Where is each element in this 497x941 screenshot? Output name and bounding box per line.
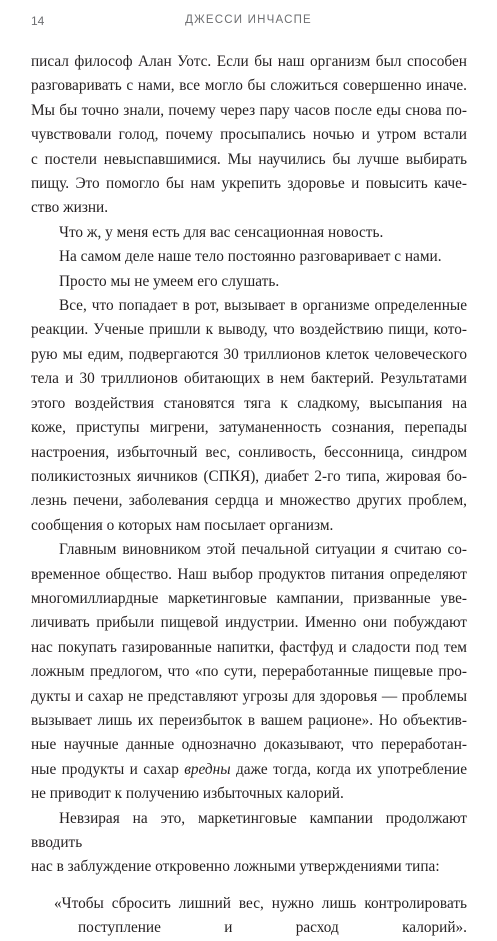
emphasis: вредны [184,760,231,778]
text-segment: даже тогда, когда их употребление [230,760,467,778]
text-line: временное общество. Наш выбор продуктов питания определяют [31,565,467,583]
text-line: личивать прибыли пищевой индустрии. Именно они побуждают [31,614,467,632]
text-line: сообщения о которых нам посылает организм. [31,516,334,534]
text-line: нас покупать газированные напитки, фастфуд и сладости под тем [31,638,467,656]
running-header [0,14,497,34]
text-line: рую мы едим, подвергаются 30 триллионов клеток человеческого [31,345,467,363]
text-line: не приводит к получению избыточных калорий. [31,785,344,803]
text-line: разговаривать с нами, все могло бы сложиться совершенно иначе. [31,77,467,95]
text-segment: ные продукты и сахар [31,760,185,778]
text-line: чувствовали голод, почему просыпались ночью и утром встали [31,126,467,144]
text-line: с постели невыспавшимися. Мы научились бы лучше выбирать [31,150,467,168]
text-line: ные научные данные однозначно доказывают, что переработан- [31,736,467,754]
page-number: 14 [31,14,45,28]
body-text [31,50,467,941]
quote-line: «Чтобы сбросить лишний вес, нужно лишь контролировать [54,894,467,912]
text-line: Что ж, у меня есть для вас сенсационная новость. [59,223,384,241]
text-line: настроения, избыточный вес, сонливость, бессонница, синдром [31,443,467,461]
text-line: ство жизни. [31,199,109,217]
text-line: Главным виновником этой печальной ситуации я считаю со- [59,541,467,559]
text-line: лезнь печени, заболевания сердца и множество других проблем, [31,492,467,510]
text-line: ложным предлогом, что «по сути, переработанные пищевые про- [31,663,467,681]
text-line: дукты и сахар не представляют угрозы для здоровья — проблемы [31,687,467,705]
text-line: многомиллиардные маркетинговые кампании, призванные уве- [31,589,467,607]
text-line: нас в заблуждение откровенно ложными утверждениями типа: [31,858,440,876]
text-line: писал философ Алан Уотс. Если бы наш организм был способен [31,53,467,70]
quote-line: поступление и расход калорий». [78,919,467,937]
text-line: На самом деле наше тело постоянно разговаривает с нами. [59,248,442,266]
text-line: Невзирая на это, маркетинговые кампании продолжают вводить [31,809,467,851]
text-line: поликистозных яичников (СПКЯ), диабет 2-го типа, жировая бо- [31,467,467,485]
text-line: тела и 30 триллионов обитающих в нем бактерий. Результатами [31,370,467,388]
text-line: реакции. Ученые пришли к выводу, что воздействию пищи, кото- [31,321,467,339]
running-title: ДЖЕССИ ИНЧАСПЕ [185,14,312,26]
text-line: коже, приступы мигрени, затуманенность сознания, перепады [31,419,467,437]
text-line: пищу. Это помогло бы нам укрепить здоровье и повысить каче- [31,175,467,193]
text-line: вызывает лишь их переизбыток в вашем рационе». Но объектив- [31,711,467,729]
text-line: Мы бы точно знали, почему через пару часов после еды снова по- [31,101,467,119]
text-line: этого воздействия становятся тяга к сладкому, высыпания на [31,394,467,412]
text-line [31,758,467,782]
text-line: Просто мы не умеем его слушать. [59,272,280,290]
text-line: Все, что попадает в рот, вызывает в организме определенные [59,297,467,315]
